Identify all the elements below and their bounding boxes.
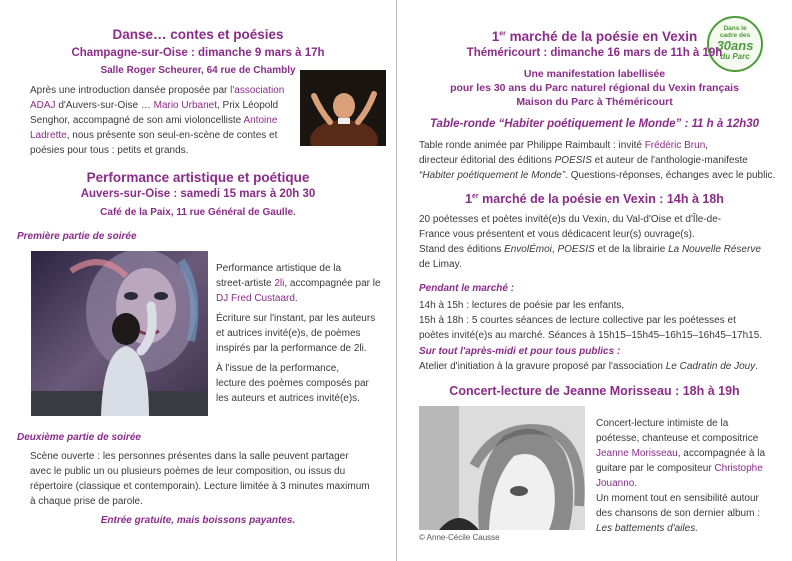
antoine-link[interactable]: Antoine bbox=[243, 115, 278, 126]
right-page bbox=[397, 0, 792, 561]
jouanno-link[interactable]: Jouanno bbox=[596, 478, 635, 489]
manif-line-1: Une manifestation labellisée bbox=[523, 68, 666, 80]
street-art-photo bbox=[31, 251, 208, 416]
tr-line-3: “Habiter poétiquement le Monde”. Questions-réponses, échanges avec le public. bbox=[419, 170, 776, 181]
pendant-line-3: poètes invité(e)s au marché. Séances à 15h15–15h45–16h15–16h45–17h15. bbox=[419, 330, 763, 341]
concert-line-6: Un moment tout en sensibilité autour bbox=[596, 493, 759, 504]
badge-line-2: cadre des bbox=[719, 32, 751, 39]
marche-title: 1er marché de la poésie en Vexin bbox=[491, 29, 698, 44]
performance-venue: Café de la Paix, 11 rue Général de Gaulle. bbox=[100, 207, 296, 218]
part1-p3-line-1: À l'issue de la performance, bbox=[216, 363, 340, 374]
part1-p1-line-3: DJ Fred Custaard. bbox=[216, 293, 298, 304]
danse-line-3: Senghor, accompagné de son ami violoncelliste Antoine bbox=[30, 115, 278, 126]
m2-line-2: France vous présentent et vous dédicacent leur(s) ouvrage(s). bbox=[419, 229, 695, 240]
pendant-line-2: 15h à 18h : 5 courtes séances de lecture collective par les poétesses et bbox=[419, 315, 736, 326]
performer-photo bbox=[300, 70, 386, 146]
pendant-body bbox=[419, 298, 789, 343]
performance-date: Auvers-sur-Oise : samedi 15 mars à 20h 30 bbox=[80, 188, 316, 200]
christophe-link[interactable]: Christophe bbox=[714, 463, 763, 474]
ladrette-link[interactable]: Ladrette bbox=[30, 130, 67, 141]
jeanne-morisseau-link[interactable]: Jeanne Morisseau bbox=[596, 448, 678, 459]
part1-p2-line-2: et autrices invité(e)s, de poèmes bbox=[216, 328, 361, 339]
concert-line-2: poétesse, chanteuse et compositrice bbox=[596, 433, 759, 444]
marche-date: Théméricourt : dimanche 16 mars de 11h à 19h bbox=[466, 47, 723, 59]
apres-midi-label: Sur tout l'après-midi et pour tous publics : bbox=[419, 346, 621, 357]
badge-big: 30ans bbox=[716, 38, 754, 53]
manif-line-3: Maison du Parc à Théméricourt bbox=[516, 96, 673, 108]
concert-line-7: des chansons de son dernier album : bbox=[596, 508, 760, 519]
performance-title: Performance artistique et poétique bbox=[86, 170, 310, 185]
danse-line-2: ADAJ d'Auvers-sur-Oise … Mario Urbanet, Prix Léopold bbox=[30, 100, 279, 111]
danse-title: Danse… contes et poésies bbox=[112, 27, 284, 42]
part1-p3-line-3: les auteurs et autrices invité(e)s. bbox=[216, 393, 360, 404]
m2-line-4: de Limay. bbox=[419, 259, 462, 270]
danse-line-4: Ladrette, nous présente son seul-en-scène de contes et bbox=[30, 130, 278, 141]
manif-line-2: pour les 30 ans du Parc naturel régional du Vexin français bbox=[450, 82, 739, 94]
danse-line-1: Après une introduction dansée proposée par l'association bbox=[30, 85, 285, 96]
2li-link[interactable]: 2li bbox=[274, 278, 285, 289]
atelier-text: Atelier d'initiation à la gravure proposé par l'association Le Cadratin de Jouy. bbox=[419, 361, 759, 372]
manifestation-block bbox=[397, 67, 792, 109]
part1-p2-line-1: Écriture sur l'instant, par les auteurs bbox=[216, 313, 376, 324]
badge-line-3: du Parc bbox=[720, 52, 750, 61]
pendant-line-1: 14h à 15h : lectures de poésie par les enfants, bbox=[419, 300, 625, 311]
mario-urbanet-link[interactable]: Mario Urbanet bbox=[153, 100, 217, 111]
part2-line-3: répertoire (classique et contemporain). Lecture limitée à 3 minutes maximum bbox=[30, 481, 370, 492]
danse-body bbox=[30, 83, 295, 158]
adaj-link[interactable]: l'association bbox=[230, 85, 285, 96]
concert-line-3: Jeanne Morisseau, accompagnée à la bbox=[596, 448, 765, 459]
danse-date: Champagne-sur-Oise : dimanche 9 mars à 17h bbox=[71, 47, 325, 59]
m2-line-3: Stand des éditions EnvolÉmoi, POESIS et de la librairie La Nouvelle Réserve bbox=[419, 244, 761, 255]
table-ronde-body bbox=[419, 138, 789, 183]
part2-line-4: à chaque prise de parole. bbox=[30, 496, 143, 507]
marche2-body bbox=[419, 212, 789, 272]
part1-label: Première partie de soirée bbox=[17, 231, 137, 242]
table-ronde-title: Table-ronde “Habiter poétiquement le Monde” : 11 h à 12h30 bbox=[429, 118, 760, 130]
part1-text bbox=[216, 261, 391, 406]
danse-venue: Salle Roger Scheurer, 64 rue de Chambly bbox=[100, 65, 296, 76]
tr-line-1: Table ronde animée par Philippe Raimbault : invité Frédéric Brun, bbox=[419, 140, 709, 151]
concert-body bbox=[596, 416, 786, 536]
concert-line-1: Concert-lecture intimiste de la bbox=[596, 418, 729, 429]
jeanne-morisseau-photo bbox=[419, 406, 585, 530]
part2-line-2: avec le public un ou plusieurs poèmes de leur composition, ou issus du bbox=[30, 466, 346, 477]
part1-p1-line-1: Performance artistique de la bbox=[216, 263, 342, 274]
performance-footer: Entrée gratuite, mais boissons payantes. bbox=[100, 515, 296, 526]
part2-line-1: Scène ouverte : les personnes présentes dans la salle peuvent partager bbox=[30, 451, 349, 462]
30-ans-parc-badge bbox=[707, 16, 763, 72]
adaj-name-link[interactable]: ADAJ bbox=[30, 100, 56, 111]
part1-p3-line-2: lecture des poèmes composés par bbox=[216, 378, 369, 389]
frederic-brun-link[interactable]: Frédéric Brun bbox=[644, 140, 706, 151]
part2-body bbox=[30, 449, 390, 509]
part1-p1-line-2: street-artiste 2li, accompagnée par le bbox=[216, 278, 381, 289]
part2-label: Deuxième partie de soirée bbox=[17, 432, 141, 443]
badge-line-1: Dans le bbox=[723, 25, 747, 32]
pendant-label: Pendant le marché : bbox=[419, 283, 515, 294]
photo-credit: © Anne-Cécile Causse bbox=[419, 533, 500, 542]
danse-line-5: poésies pour tous : petits et grands. bbox=[30, 145, 189, 156]
album-title: Les battements d'ailes. bbox=[596, 523, 698, 534]
m2-line-1: 20 poétesses et poètes invité(e)s du Vexin, du Val-d'Oise et d'Île-de- bbox=[419, 214, 722, 225]
part1-p2-line-3: inspirés par la performance de 2li. bbox=[216, 343, 367, 354]
concert-title: Concert-lecture de Jeanne Morisseau : 18h à 19h bbox=[449, 384, 740, 398]
dj-fred-custaard-link[interactable]: DJ Fred Custaard bbox=[216, 293, 295, 304]
concert-line-4: guitare par le compositeur Christophe bbox=[596, 463, 763, 474]
concert-line-5: Jouanno. bbox=[596, 478, 638, 489]
marche2-title: 1er marché de la poésie en Vexin : 14h à 18h bbox=[465, 192, 724, 206]
tr-line-2: directeur éditorial des éditions POESIS et auteur de l'anthologie-manifeste bbox=[419, 155, 748, 166]
